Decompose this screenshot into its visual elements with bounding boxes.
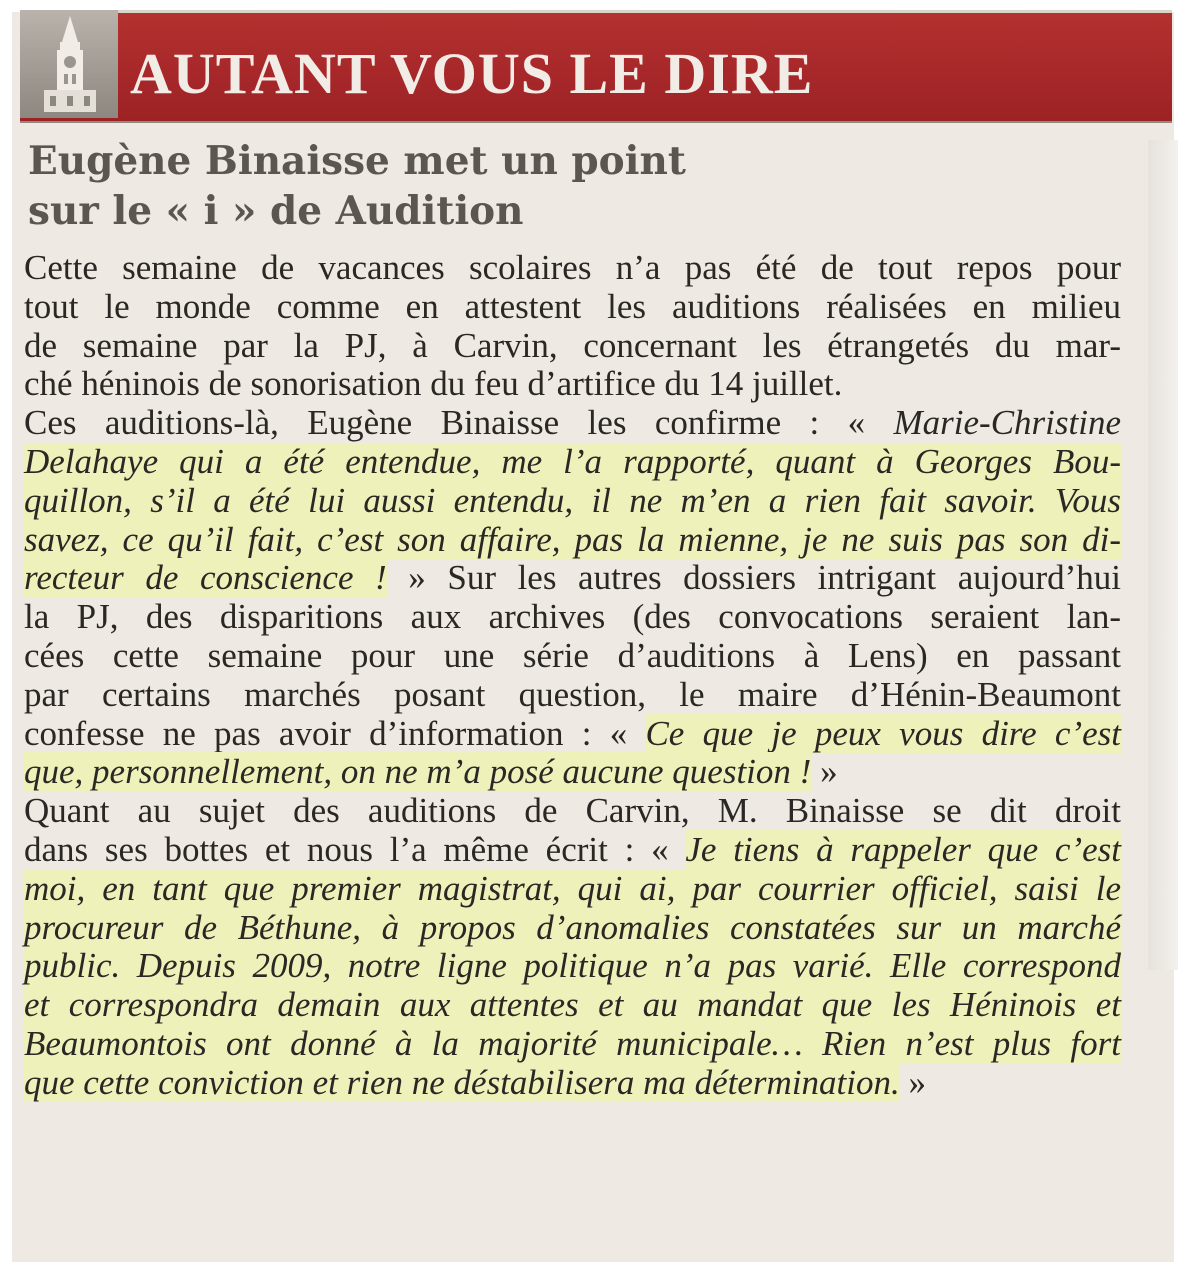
text-line: Quant au sujet des auditions de Carvin, M. Binaisse se dit droit <box>24 791 1121 831</box>
text-segment: dans ses bottes et nous l’a même écrit : « <box>24 829 686 869</box>
article-body <box>24 249 1121 1103</box>
quote-segment: Ce que je peux vous dire c’est <box>645 713 1121 753</box>
text-segment: confesse ne pas avoir d’information : « <box>24 713 646 753</box>
quote-segment: public. Depuis 2009, notre ligne politique n’a pas varié. Elle correspond <box>24 946 1121 986</box>
quote-segment: quillon, s’il a été lui aussi entendu, il ne m’en a rien fait savoir. Vous <box>24 480 1121 520</box>
quote-segment: Delahaye qui a été entendue, me l’a rapporté, quant à Georges Bou- <box>24 441 1121 481</box>
quote-segment: Marie-Christine <box>893 403 1121 443</box>
highlighted-quote-line <box>24 482 1121 521</box>
quote-segment: Je tiens à rappeler que c’est <box>685 829 1121 869</box>
text-line <box>24 1064 1121 1103</box>
quote-segment: moi, en tant que premier magistrat, qui ai, par courrier officiel, saisi le <box>24 868 1121 908</box>
adjacent-column-edge <box>1148 140 1178 970</box>
quote-segment: que, personnellement, on ne m’a posé aucune question ! <box>24 752 812 792</box>
text-line <box>24 559 1121 598</box>
headline-line: sur le « i » de Audition <box>28 188 524 234</box>
text-line <box>24 715 1121 754</box>
quote-segment: recteur de conscience ! <box>24 558 387 598</box>
quote-segment: et correspondra demain aux attentes et au mandat que les Héninois et <box>24 985 1121 1025</box>
text-line: par certains marchés posant question, le maire d’Hénin-Beaumont <box>24 674 1121 714</box>
text-line <box>24 753 1121 792</box>
highlighted-quote-line <box>24 947 1121 986</box>
highlighted-quote-line <box>24 521 1121 560</box>
highlighted-quote-line <box>24 870 1121 909</box>
quote-segment: procureur de Béthune, à propos d’anomalies constatées sur un marché <box>24 907 1121 947</box>
section-title: AUTANT VOUS LE DIRE <box>130 41 814 106</box>
headline-line: Eugène Binaisse met un point <box>28 138 686 184</box>
text-line: Cette semaine de vacances scolaires n’a pas été de tout repos pour <box>24 248 1121 287</box>
text-segment: » Sur les autres dossiers intrigant aujourd’hui <box>386 558 1121 598</box>
highlighted-quote-line <box>24 1025 1121 1064</box>
text-line: ché héninois de sonorisation du feu d’artifice du 14 juillet. <box>24 364 843 404</box>
text-segment: » <box>899 1062 927 1102</box>
article-headline <box>28 136 686 236</box>
text-line: la PJ, des disparitions aux archives (des convocations seraient lan- <box>24 597 1121 637</box>
text-segment: » <box>811 752 838 792</box>
quote-segment: savez, ce qu’il fait, c’est son affaire, pas la mienne, je ne suis pas son di- <box>24 519 1121 559</box>
text-line <box>24 404 1121 443</box>
text-line: tout le monde comme en attestent les auditions réalisées en milieu <box>24 286 1121 326</box>
text-line: de semaine par la PJ, à Carvin, concernant les étrangetés du mar- <box>24 325 1121 365</box>
text-segment: Ces auditions-là, Eugène Binaisse les confirme : « <box>24 403 894 443</box>
highlighted-quote-line <box>24 986 1121 1025</box>
quote-segment: que cette conviction et rien ne déstabilisera ma détermination. <box>24 1062 900 1102</box>
text-line <box>24 831 1121 870</box>
highlighted-quote-line <box>24 443 1121 482</box>
text-line: cées cette semaine pour une série d’auditions à Lens) en passant <box>24 635 1121 675</box>
highlighted-quote-line <box>24 909 1121 948</box>
belfry-icon <box>30 14 110 114</box>
quote-segment: Beaumontois ont donné à la majorité municipale… Rien n’est plus fort <box>24 1023 1121 1063</box>
